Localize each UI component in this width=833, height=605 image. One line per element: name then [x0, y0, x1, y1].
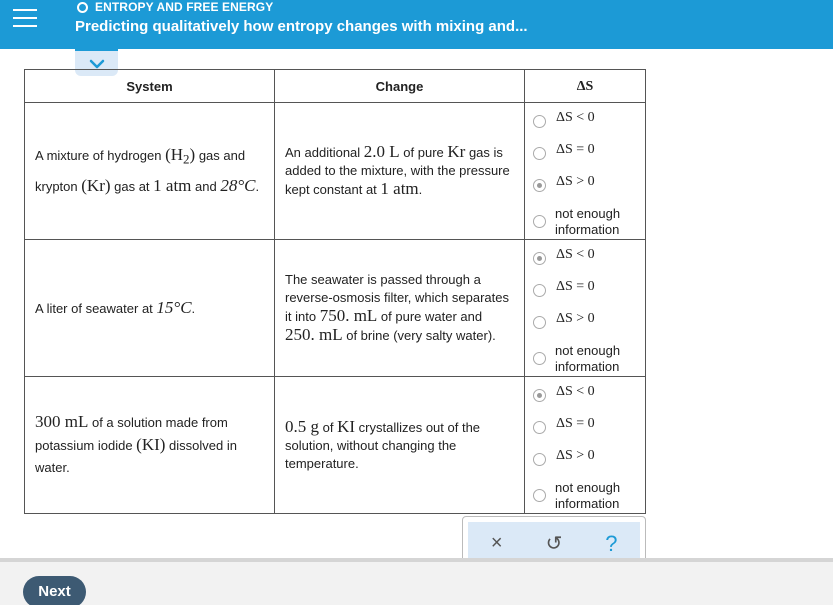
change-cell: 0.5 g of KI crystallizes out of the solution, without changing the temperature. [275, 377, 525, 514]
col-header-change: Change [275, 70, 525, 103]
option-ds-zero[interactable]: ΔS = 0 [525, 142, 645, 164]
chevron-down-icon [89, 59, 105, 69]
table-row [25, 240, 646, 377]
top-bar [0, 0, 833, 49]
option-ds-negative[interactable]: ΔS < 0 [525, 110, 645, 132]
col-header-system: System [25, 70, 275, 103]
option-ds-zero[interactable]: ΔS = 0 [525, 279, 645, 301]
system-cell: 300 mL of a solution made from potassium iodide (KI) dissolved in water. [25, 377, 275, 514]
help-button[interactable] [591, 531, 631, 557]
radio-button[interactable] [533, 115, 546, 128]
radio-button[interactable] [533, 215, 546, 228]
option-ds-zero[interactable]: ΔS = 0 [525, 416, 645, 438]
help-icon: ? [605, 530, 618, 556]
option-not-enough-info[interactable]: not enough information [525, 341, 645, 375]
radio-button[interactable] [533, 489, 546, 502]
option-not-enough-info[interactable]: not enough information [525, 204, 645, 238]
radio-button[interactable] [533, 352, 546, 365]
radio-button[interactable] [533, 453, 546, 466]
option-ds-negative[interactable]: ΔS < 0 [525, 247, 645, 269]
radio-button[interactable] [533, 316, 546, 329]
table-row [25, 103, 646, 240]
delta-s-cell [525, 240, 646, 377]
option-ds-positive[interactable]: ΔS > 0 [525, 448, 645, 470]
topic-row [77, 0, 273, 14]
change-cell: The seawater is passed through a reverse-osmosis filter, which separates it into 750. mL of pure water and 250. mL of brine (very salty water). [275, 240, 525, 377]
next-button[interactable]: Next [23, 576, 86, 605]
undo-icon: ↺ [545, 533, 563, 555]
radio-button[interactable] [533, 284, 546, 297]
col-header-delta-s: ΔS [525, 70, 646, 103]
delta-s-cell [525, 377, 646, 514]
radio-button-selected[interactable] [533, 389, 546, 402]
answer-toolbar [462, 516, 646, 564]
page-title: Predicting qualitatively how entropy changes with mixing and... [75, 18, 528, 35]
bottom-bar [0, 558, 833, 605]
undo-button[interactable] [534, 531, 574, 556]
clear-button[interactable] [477, 532, 517, 555]
option-ds-positive[interactable]: ΔS > 0 [525, 174, 645, 196]
option-ds-negative[interactable]: ΔS < 0 [525, 384, 645, 406]
system-cell: A mixture of hydrogen $(H_2)$ gas and krypton (Kr) gas at 1 atm and 28°C. [25, 103, 275, 240]
table-header-row [25, 70, 646, 103]
radio-button-selected[interactable] [533, 252, 546, 265]
option-group [525, 103, 645, 239]
topic-label: ENTROPY AND FREE ENERGY [95, 0, 274, 14]
table-row [25, 377, 646, 514]
option-group [525, 377, 645, 513]
close-icon: × [490, 532, 503, 554]
entropy-table [24, 69, 646, 514]
option-ds-positive[interactable]: ΔS > 0 [525, 311, 645, 333]
radio-button[interactable] [533, 147, 546, 160]
option-not-enough-info[interactable]: not enough information [525, 478, 645, 512]
menu-icon[interactable] [13, 9, 37, 27]
radio-button[interactable] [533, 421, 546, 434]
option-group [525, 240, 645, 376]
system-cell: A liter of seawater at 15°C. [25, 240, 275, 377]
topic-circle-icon [77, 2, 88, 13]
delta-s-cell [525, 103, 646, 240]
radio-button-selected[interactable] [533, 179, 546, 192]
change-cell: An additional 2.0 L of pure Kr gas is added to the mixture, with the pressure kept constant at 1 atm. [275, 103, 525, 240]
